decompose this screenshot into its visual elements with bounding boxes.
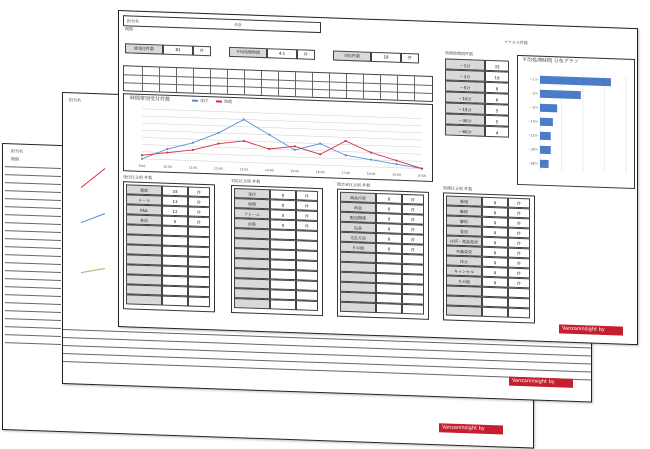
block-row-unit	[188, 296, 210, 307]
line-chart-x-tick: 17:00	[341, 170, 350, 176]
right-panel-value: 33	[485, 60, 509, 72]
line-chart-x-tick: 19:00	[392, 172, 401, 177]
block-row-value: 0	[482, 257, 508, 268]
sheet3-row-list	[5, 166, 61, 348]
block-row-value	[162, 296, 188, 307]
line-chart-point	[421, 167, 423, 169]
bar-chart-category-label: 〜60分	[527, 161, 538, 166]
line-chart-point	[345, 154, 347, 156]
bar-chart-bar	[540, 146, 551, 154]
right-panel-label: 〜15分	[445, 102, 485, 114]
block-row-label	[234, 298, 270, 309]
bar-chart-title: 平均処理時間 分布グラフ	[522, 57, 579, 66]
line-chart-gridline	[142, 116, 422, 126]
line-chart-point	[141, 158, 143, 160]
bar-chart-category-label: 〜10分	[527, 119, 538, 124]
block-row-label: 返品	[340, 222, 376, 233]
block-row-value: 0	[482, 267, 508, 278]
right-panel-table	[445, 58, 509, 137]
right-panel-label: 〜1分	[445, 58, 485, 70]
block-row-unit: 件	[508, 198, 530, 209]
block-row-value: 0	[482, 227, 508, 238]
line-chart-panel	[123, 93, 433, 182]
sheet2-mini-chart	[65, 107, 125, 309]
right-panel-row	[445, 124, 509, 137]
title-box	[123, 15, 321, 33]
block-row-unit: 件	[402, 194, 424, 205]
right-panel-value: 5	[485, 104, 509, 116]
block-row-label: 支払方法	[340, 232, 376, 243]
line-chart-point	[268, 148, 270, 150]
header-left-label: 期間	[125, 26, 133, 32]
block-row-unit: 件	[508, 278, 530, 289]
block-row-label: キャンセル	[446, 265, 482, 276]
block-row-label: 料金	[340, 202, 376, 213]
line-chart-x-tick: 16:00	[315, 169, 325, 175]
right-panel-value: 5	[485, 115, 509, 127]
block-row-value: 0	[482, 237, 508, 248]
block-row-unit: 件	[508, 208, 530, 219]
summary-label-0: 総受付件数	[125, 43, 163, 54]
summary-label-1: 平均処理時間	[229, 47, 267, 58]
legend-label-a: 受付	[200, 97, 208, 104]
line-chart-gridline	[142, 123, 422, 133]
right-panel-value: 4	[485, 126, 509, 138]
summary-value-2: 18	[371, 52, 401, 63]
block-row-label: 処理	[234, 198, 270, 209]
summary-label-2: 対応件数	[333, 51, 371, 62]
block-row-label	[446, 305, 482, 316]
block-row-value: 0	[376, 233, 402, 244]
right-panel-label: 〜10分	[445, 91, 485, 103]
sheet2-brand-badge: Vanzaninsight by Vanzen Co.	[509, 377, 573, 388]
sheet1-brand-badge: Vanzaninsight by Vanzen Co.	[559, 324, 623, 335]
sheet2-title-label: 担当名	[69, 97, 81, 103]
right-panel-label: 〜60分	[445, 124, 485, 136]
line-chart-point	[395, 163, 397, 165]
block-row-unit: 件	[508, 228, 530, 239]
summary-value-0: 81	[163, 45, 193, 56]
block-row-unit: 件	[402, 234, 424, 245]
block-row-unit: 件	[402, 204, 424, 215]
sheet3-brand-badge: Vanzaninsight by Vanzen Co.	[439, 423, 503, 434]
block-row-value: 0	[376, 243, 402, 254]
line-chart-x-tick: 12:00	[214, 166, 223, 171]
sheet2-series-red	[81, 168, 105, 189]
right-panel-title: 処理時間別件数	[445, 50, 473, 57]
block-row-unit	[402, 304, 424, 315]
block-row-unit: 件	[296, 190, 318, 201]
block-row-value: 0	[376, 223, 402, 234]
sheet2-series-blue	[81, 213, 105, 224]
section-title-1: 対応区分別 件数	[231, 177, 261, 184]
bar-chart-category-label: 〜30分	[527, 147, 538, 152]
right-panel-label: 〜3分	[445, 69, 485, 81]
block-process	[443, 192, 535, 323]
block-row-value: 33	[162, 186, 188, 197]
block-row-value: 0	[482, 197, 508, 208]
block-row-value: 0	[376, 203, 402, 214]
line-chart-gridline	[142, 145, 422, 155]
legend-swatch-a	[192, 100, 198, 102]
block-row-label: 来訪	[126, 214, 162, 225]
line-chart-gridline	[142, 130, 422, 140]
bar-chart-svg	[518, 66, 632, 186]
block-row-label: 受付	[234, 188, 270, 199]
block-row-label: 変更	[446, 225, 482, 236]
block-inquiry	[337, 189, 429, 320]
block-row-label: FAX	[126, 204, 162, 215]
line-chart-point	[370, 159, 372, 161]
report-sheet-front	[118, 10, 638, 345]
block-response	[231, 185, 323, 316]
line-chart-point	[294, 149, 296, 151]
block-row-label: 電話	[126, 184, 162, 195]
block-row-value: 0	[270, 219, 296, 230]
section-title-0: 受付区分別 件数	[123, 174, 153, 181]
line-chart-x-tick: 18:00	[366, 171, 376, 176]
block-row-value	[270, 299, 296, 310]
block-row-value: 5	[162, 216, 188, 227]
line-chart-point	[166, 148, 168, 150]
block-row-value: 13	[162, 196, 188, 207]
line-chart-gridline	[142, 109, 422, 119]
block-row-label	[340, 302, 376, 313]
line-chart-point	[268, 134, 270, 136]
block-row-value	[376, 303, 402, 314]
bar-chart-panel	[517, 55, 635, 189]
line-chart-svg	[124, 104, 430, 179]
block-row-unit: 件	[508, 248, 530, 259]
bar-chart-category-label: 〜15分	[527, 133, 538, 138]
bar-chart-category-label: 〜1分	[529, 77, 538, 82]
block-row-value: 0	[482, 247, 508, 258]
block-row-label: 名義変更	[446, 245, 482, 256]
block-row-unit: 件	[508, 268, 530, 279]
block-row-unit: 件	[508, 238, 530, 249]
line-chart-title: 時間帯別受付件数	[130, 95, 171, 103]
line-chart-gridline	[142, 152, 422, 162]
line-chart-point	[395, 159, 397, 161]
line-chart-point	[192, 142, 194, 144]
block-row-label: メール	[126, 194, 162, 205]
block-row-unit: 件	[188, 186, 210, 197]
section-title-2: 問合せ区分別 件数	[337, 181, 371, 188]
bar-chart-category-label: 〜5分	[529, 105, 538, 110]
block-row-label: クレーム	[234, 208, 270, 219]
line-chart-point	[192, 149, 194, 151]
bar-chart-bar	[540, 76, 611, 86]
legend-swatch-b	[216, 100, 222, 102]
line-chart-point	[141, 154, 143, 156]
line-chart-point	[217, 143, 219, 145]
line-chart-point	[243, 140, 245, 142]
line-chart-x-tick: 13:00	[239, 167, 249, 172]
block-row-unit: 件	[188, 196, 210, 207]
block-row-unit: 件	[296, 200, 318, 211]
block-row-label: その他	[446, 275, 482, 286]
bar-chart-bar	[540, 90, 581, 99]
right-panel-value: 8	[485, 82, 509, 94]
block-row-unit: 件	[508, 258, 530, 269]
summary-value-1: 4.1	[267, 48, 297, 59]
block-row-value: 0	[482, 277, 508, 288]
block-row-unit: 件	[402, 224, 424, 235]
block-row-label: 解約	[446, 215, 482, 226]
block-row-value: 0	[376, 193, 402, 204]
block-row-unit: 件	[508, 218, 530, 229]
block-row-label: 継続	[446, 205, 482, 216]
block-row-value: 12	[162, 206, 188, 217]
right-panel-value: 19	[485, 71, 509, 83]
sheet3-sub-label: 期間	[11, 156, 19, 162]
block-row-label: 商品内容	[340, 192, 376, 203]
block-row-label: 休止	[446, 255, 482, 266]
summary-unit-1: 件	[297, 49, 315, 60]
header-right-label: アクセス件数	[504, 39, 528, 46]
right-panel-label: 〜5分	[445, 80, 485, 92]
block-row-unit: 件	[296, 210, 318, 221]
block-row-value: 0	[482, 207, 508, 218]
block-row-unit: 件	[402, 244, 424, 255]
sheet2-series-green	[81, 268, 105, 274]
line-chart-x-tick: 9:00	[138, 163, 146, 168]
block-row-label: 住所・電話変更	[446, 235, 482, 246]
bar-chart-bar	[540, 118, 553, 126]
legend-label-b: 処理	[224, 98, 232, 104]
bar-chart-category-label: 〜3分	[529, 91, 538, 96]
line-chart-x-tick: 10:00	[163, 164, 172, 169]
block-row-value: 0	[270, 189, 296, 200]
right-panel-value: 6	[485, 93, 509, 105]
block-row-unit: 件	[402, 214, 424, 225]
block-row-unit: 件	[188, 206, 210, 217]
block-row-label: 回答	[234, 218, 270, 229]
block-row-value: 0	[270, 199, 296, 210]
block-row-label	[126, 294, 162, 305]
line-chart-point	[370, 151, 372, 153]
block-row-value: 0	[270, 209, 296, 220]
block-row-unit: 件	[188, 216, 210, 227]
bar-chart-bar	[540, 104, 557, 113]
right-panel-label: 〜30分	[445, 113, 485, 125]
bar-chart-bar	[540, 160, 549, 168]
block-row-unit: 件	[296, 220, 318, 231]
line-chart-x-tick: 11:00	[188, 165, 198, 170]
line-chart-point	[166, 151, 168, 153]
line-chart-x-tick: 14:00	[264, 168, 274, 173]
block-row-unit	[508, 308, 530, 319]
title-label: 担当名	[127, 18, 139, 24]
summary-unit-2: 件	[401, 53, 419, 64]
block-row-label: 新規	[446, 195, 482, 206]
line-chart-point	[294, 145, 296, 147]
sheet3-title-label: 担当名	[11, 148, 23, 154]
block-row-label: 配送関係	[340, 212, 376, 223]
block-row-value: 0	[376, 213, 402, 224]
block-row-label: その他	[340, 242, 376, 253]
line-chart-x-tick: 20:00	[417, 173, 427, 178]
title-value: 合計	[234, 22, 242, 28]
summary-unit-0: 件	[193, 46, 211, 57]
line-chart-x-tick: 15:00	[290, 169, 300, 174]
section-title-3: 処理区分別 件数	[443, 185, 473, 192]
line-chart-point	[319, 142, 321, 144]
block-reception	[123, 181, 215, 312]
bar-chart-bar	[540, 132, 551, 140]
block-row-value	[482, 307, 508, 318]
block-row-value: 0	[482, 217, 508, 228]
block-row-unit	[296, 300, 318, 311]
